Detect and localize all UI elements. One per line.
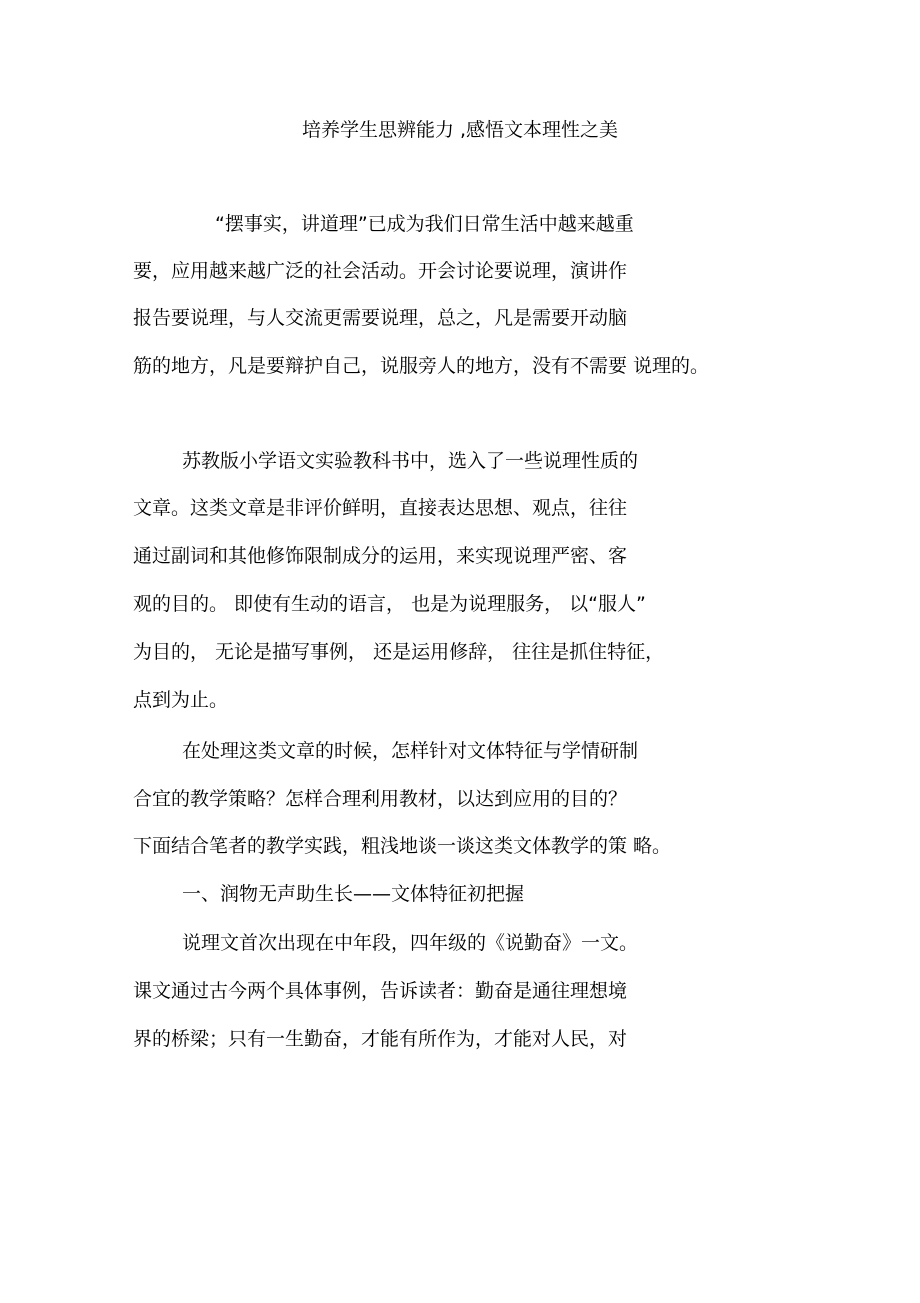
paragraph-1-line-4: 筋的地方，凡是要辩护自己，说服旁人的地方，没有不需要 说理的。 <box>133 355 710 377</box>
paragraph-4-line-1: 说理文首次出现在中年段，四年级的《说勤奋》一文。 <box>182 932 639 954</box>
paragraph-2-line-4: 观的目的。 即使有生动的语言， 也是为说理服务， 以“服人” <box>133 593 646 615</box>
paragraph-1-line-2: 要，应用越来越广泛的社会活动。开会讨论要说理，演讲作 <box>133 260 628 282</box>
paragraph-1-line-3: 报告要说理，与人交流更需要说理，总之，凡是需要开动脑 <box>133 307 628 329</box>
paragraph-3-line-3: 下面结合笔者的教学实践，粗浅地谈一谈这类文体教学的策 略。 <box>133 835 672 857</box>
section-heading: 一、润物无声助生长——文体特征初把握 <box>182 883 525 905</box>
paragraph-2-line-1: 苏教版小学语文实验教科书中，选入了一些说理性质的 <box>182 450 639 472</box>
paragraph-2-line-3: 通过副词和其他修饰限制成分的运用，来实现说理严密、客 <box>133 545 628 567</box>
paragraph-2-line-2: 文章。这类文章是非评价鲜明，直接表达思想、观点，往往 <box>133 497 628 519</box>
paragraph-4-line-2: 课文通过古今两个具体事例，告诉读者：勤奋是通往理想境 <box>133 980 628 1002</box>
paragraph-3-line-1: 在处理这类文章的时候，怎样针对文体特征与学情研制 <box>182 740 639 762</box>
document-title: 培养学生思辨能力 ,感悟文本理性之美 <box>301 119 619 141</box>
paragraph-1-line-1: “摆事实，讲道理”已成为我们日常生活中越来越重 <box>215 213 634 235</box>
paragraph-3-line-2: 合宜的教学策略？怎样合理利用教材，以达到应用的目的？ <box>133 788 628 810</box>
paragraph-4-line-3: 界的桥梁；只有一生勤奋，才能有所作为，才能对人民，对 <box>133 1028 628 1050</box>
paragraph-2-line-5: 为目的， 无论是描写事例， 还是运用修辞， 往往是抓住特征， <box>133 641 665 663</box>
paragraph-2-line-6: 点到为止。 <box>133 689 229 711</box>
